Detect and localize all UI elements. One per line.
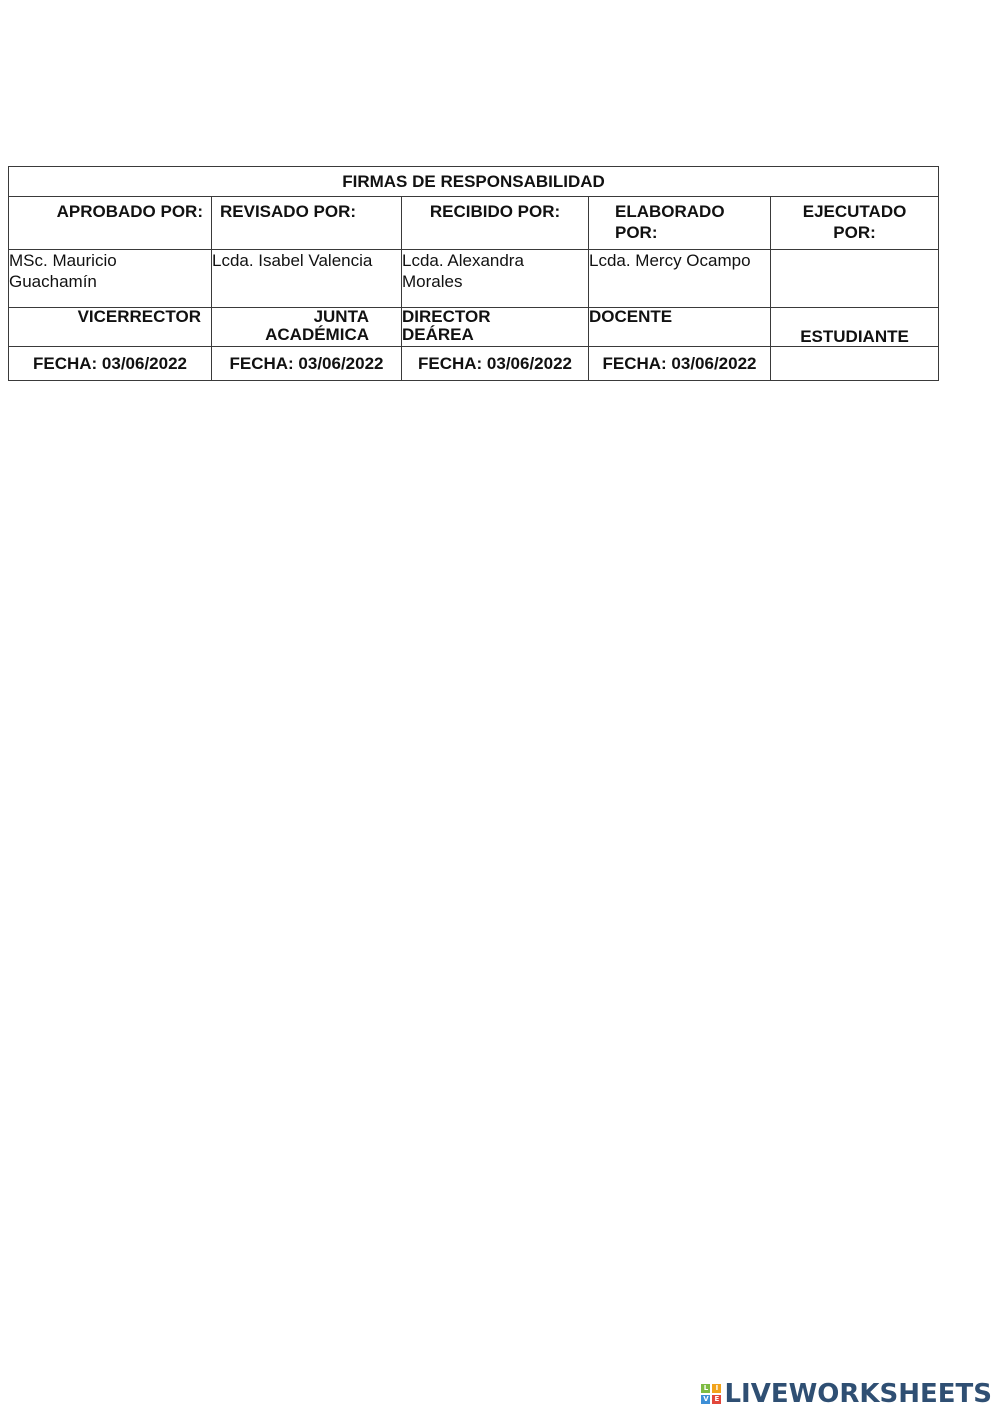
date-aprobado: FECHA: 03/06/2022	[9, 347, 212, 381]
logo-mark-letter-i: I	[712, 1384, 721, 1393]
role-revisado-line-1: JUNTA	[313, 307, 369, 326]
name-elaborado: Lcda. Mercy Ocampo	[589, 250, 771, 308]
role-recibido	[402, 308, 589, 347]
header-elaborado-line-2: POR:	[615, 223, 658, 242]
role-aprobado: VICERRECTOR	[9, 308, 212, 347]
header-ejecutado	[771, 197, 939, 250]
name-aprobado-line-2: Guachamín	[9, 272, 97, 291]
header-ejecutado-line-2: POR:	[833, 223, 876, 242]
table-title: FIRMAS DE RESPONSABILIDAD	[9, 167, 939, 197]
logo-mark-letter-v: V	[703, 1395, 709, 1403]
logo-mark-letter-e: E	[712, 1395, 721, 1404]
name-aprobado-line-1: MSc. Mauricio	[9, 251, 117, 270]
header-elaborado-line-1: ELABORADO	[615, 202, 725, 221]
signatures-table	[8, 166, 939, 381]
date-revisado: FECHA: 03/06/2022	[212, 347, 402, 381]
name-ejecutado	[771, 250, 939, 308]
name-recibido-line-2: Morales	[402, 272, 463, 291]
name-recibido	[402, 250, 589, 308]
liveworksheets-logo	[701, 1377, 992, 1411]
name-recibido-line-1: Lcda. Alexandra	[402, 251, 524, 270]
role-recibido-line-2: DEÁREA	[402, 325, 474, 344]
role-elaborado: DOCENTE	[589, 308, 771, 347]
header-elaborado	[589, 197, 771, 250]
name-revisado: Lcda. Isabel Valencia	[212, 250, 402, 308]
logo-mark-icon	[701, 1384, 721, 1404]
name-aprobado	[9, 250, 212, 308]
role-revisado	[212, 308, 402, 347]
date-elaborado: FECHA: 03/06/2022	[589, 347, 771, 381]
date-ejecutado	[771, 347, 939, 381]
role-recibido-line-1: DIRECTOR	[402, 307, 491, 326]
role-revisado-line-2: ACADÉMICA	[265, 325, 369, 344]
role-ejecutado: ESTUDIANTE	[771, 308, 939, 347]
logo-mark-letter-l: L	[701, 1384, 710, 1393]
date-recibido: FECHA: 03/06/2022	[402, 347, 589, 381]
header-ejecutado-line-1: EJECUTADO	[802, 202, 907, 221]
logo-text: LIVEWORKSHEETS	[724, 1379, 992, 1409]
header-aprobado: APROBADO POR:	[9, 197, 212, 250]
header-recibido: RECIBIDO POR:	[402, 197, 589, 250]
header-revisado: REVISADO POR:	[212, 197, 402, 250]
